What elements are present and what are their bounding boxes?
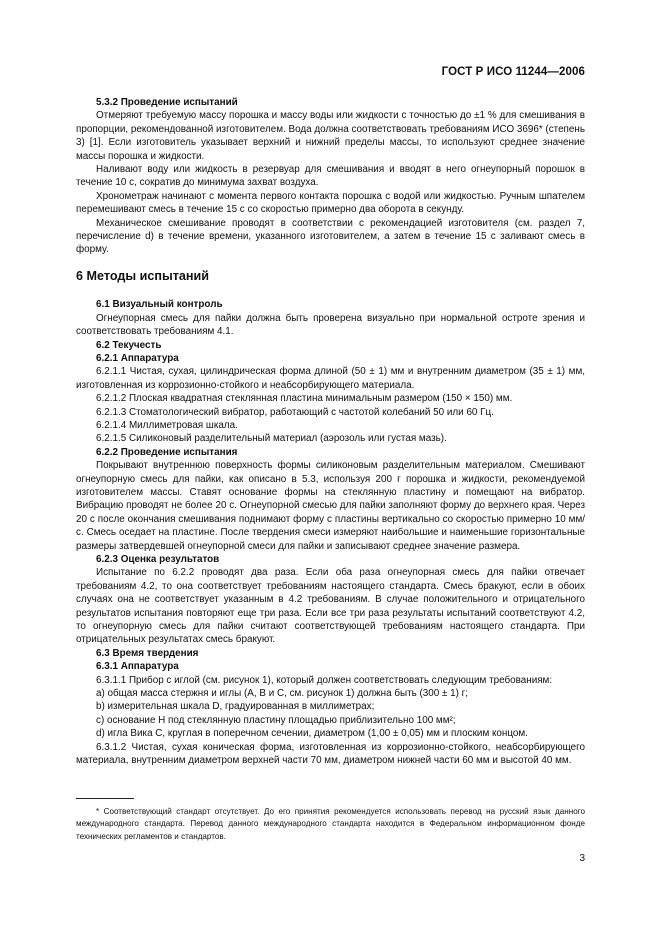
paragraph: Отмеряют требуемую массу порошка и массу воды или жидкости с точностью до ±1 % для смешивания в пропорции, рекомендованной изготовителем. Вода должна соответствовать требованиям ИСО 3696* (степень 3) [1]. Если изготовитель указывает верхний и нижний пределы массы, то используют среднее значение массы порошка и жидкости. xyxy=(76,110,585,162)
paragraph: 6.2.1.1 Чистая, сухая, цилиндрическая форма длиной (50 ± 1) мм и внутренним диаметром (35 ± 1) мм, изготовленная из коррозионно-стойкого и неабсорбирующего материала. xyxy=(76,366,585,391)
section-heading: 6.2.2 Проведение испытания xyxy=(96,446,238,458)
paragraph: c) основание H под стеклянную пластину площадью приблизительно 100 мм²; xyxy=(96,714,456,726)
paragraph: Покрывают внутреннюю поверхность формы силиконовым разделительным материалом. Смешивают огнеупорную смесь для пайки, как описано в 5.3, используя 200 г порошка и жидкости, рекомендуемой изготовителем массы. Ставят основание формы на стеклянную пластину и помещают на вибратор. Вибрацию проводят не более 20 с. Огнеупорной смесью для пайки заполняют форму до верхнего края. Через 20 с после окончания смешивания поднимают форму с пластины вертикально со скоростью примерно 10 мм/с. Смесь оседает на пластине. После твердения смеси измеряют наибольшие и наименьшие горизонтальные размеры затвердевшей огнеупорной смеси для пайки и записывают среднее значение размера. xyxy=(76,460,585,552)
paragraph: d) игла Вика C, круглая в поперечном сечении, диаметром (1,00 ± 0,05) мм и плоским концом. xyxy=(96,728,528,740)
paragraph: Механическое смешивание проводят в соответствии с рекомендацией изготовителя (см. раздел 7, перечисление d) в течение времени, указанного изготовителем, а затем в течение 15 с заливают смесь в форму. xyxy=(76,217,585,256)
body-text xyxy=(76,96,585,768)
section-heading: 6.2.3 Оценка результатов xyxy=(96,554,220,565)
section-heading: 6.3 Время твердения xyxy=(96,647,199,659)
section-heading: 5.3.2 Проведение испытаний xyxy=(96,97,238,108)
section-heading: 6.2.1 Аппаратура xyxy=(96,352,179,364)
paragraph: b) измерительная шкала D, градуированная в миллиметрах; xyxy=(96,701,375,713)
paragraph: 6.2.1.3 Стоматологический вибратор, работающий с частотой колебаний 50 или 60 Гц. xyxy=(96,406,494,418)
paragraph: 6.2.1.4 Миллиметровая шкала. xyxy=(96,419,238,431)
paragraph: Наливают воду или жидкость в резервуар для смешивания и вводят в него огнеупорный порошок в течение 10 с, сократив до минимума захват воздуха. xyxy=(76,164,585,189)
paragraph: Испытание по 6.2.2 проводят два раза. Если оба раза огнеупорная смесь для пайки отвечает требованиям 4.2, то она соответствует требованиям настоящего стандарта. Смесь бракуют, если в обоих случаях она не соответствует указанным в 4.2 требованиям. В случае положительного и отрицательного результатов испытания повторяют еще три раза. Если все три раза результаты испытаний соответствуют 4.2, то огнеупорную смесь для пайки считают соответствующей требованиям настоящего стандарта. При отрицательных результатах смесь бракуют. xyxy=(76,567,585,646)
footnote-separator xyxy=(76,798,134,799)
paragraph: a) общая масса стержня и иглы (A, B и C, см. рисунок 1) должна быть (300 ± 1) г; xyxy=(96,688,469,700)
section-heading: 6.3.1 Аппаратура xyxy=(96,661,179,673)
section-heading: 6.2 Текучесть xyxy=(96,339,162,351)
paragraph: 6.2.1.5 Силиконовый разделительный материал (аэрозоль или густая мазь). xyxy=(96,433,447,445)
paragraph: Огнеупорная смесь для пайки должна быть проверена визуально при нормальной остроте зрения и соответствовать требованиям 4.1. xyxy=(76,312,585,338)
section-heading: 6.1 Визуальный контроль xyxy=(96,299,223,311)
page-number: 3 xyxy=(579,853,585,864)
paragraph: 6.3.1.2 Чистая, сухая коническая форма, изготовленная из коррозионно-стойкого, неабсорбирующего материала, внутренним диаметром верхней части 70 мм, диаметром нижней части 60 мм и высотой 40 мм. xyxy=(76,741,585,767)
footnote: * Соответствующий стандарт отсутствует. До его принятия рекомендуется использовать перевод на русский язык данного международного стандарта. Перевод данного международного стандарта находится в Федеральном информационном фонде технических регламентов и стандартов. xyxy=(76,807,585,841)
paragraph: 6.3.1.1 Прибор с иглой (см. рисунок 1), который должен соответствовать следующим требованиям: xyxy=(96,674,553,686)
paragraph: 6.2.1.2 Плоская квадратная стеклянная пластина минимальным размером (150 × 150) мм. xyxy=(96,393,513,405)
paragraph: Хронометраж начинают с момента первого контакта порошка с водой или жидкостью. Ручным шпателем перемешивают смесь в течение 15 с со скоростью примерно два оборота в секунду. xyxy=(76,190,585,216)
chapter-heading: 6 Методы испытаний xyxy=(76,268,209,283)
document-header: ГОСТ Р ИСО 11244—2006 xyxy=(441,66,585,78)
